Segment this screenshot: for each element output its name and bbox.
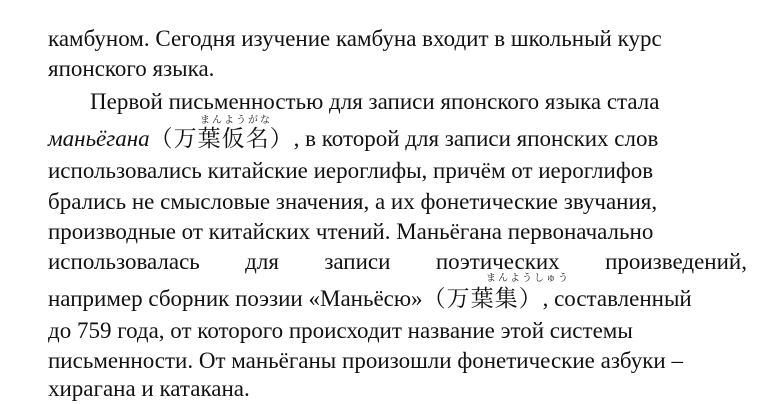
text-line-8: [48, 247, 747, 277]
ruby-manyoshu: まんようしゅう: [486, 273, 570, 284]
text-line-4: [48, 124, 747, 154]
term-manyogana: маньёгана: [48, 126, 150, 151]
line-text: хирагана и катакана.: [48, 376, 250, 401]
word: произведений,: [605, 249, 747, 274]
text-line-12: [48, 374, 747, 404]
text-line-10: [48, 316, 747, 346]
text-line-6: [48, 187, 747, 217]
text-line-11: [48, 346, 747, 376]
line-text: письменности. От маньёганы произошли фонетические азбуки –: [48, 348, 683, 373]
text-line-5: [48, 156, 747, 186]
line-text: например сборник поэзии «Маньёсю»: [48, 286, 423, 311]
word: записи: [324, 249, 391, 274]
paragraph-first-line: [90, 87, 747, 117]
text-line-1: [48, 24, 747, 54]
text-line-9: [48, 284, 747, 314]
word: для: [245, 249, 279, 274]
word: использовалась: [48, 249, 200, 274]
line-text: Первой письменностью для записи японского языка стала: [90, 89, 660, 114]
ruby-manyogana: まんようがな: [200, 115, 272, 126]
line-text: использовались китайские иероглифы, причём от иероглифов: [48, 158, 654, 183]
line-text: брались не смысловые значения, а их фонетические звучания,: [48, 189, 658, 214]
line-text: , в которой для записи японских слов: [293, 126, 659, 151]
kanji-manyogana: （万葉仮名）: [149, 126, 294, 151]
line-text: производные от китайских чтений. Маньёгана первоначально: [48, 219, 654, 244]
kanji-manyoshu: （万葉集）: [422, 286, 543, 311]
text-line-2: [48, 54, 747, 84]
word: поэтических: [435, 249, 560, 274]
line-text: до 759 года, от которого происходит название этой системы: [48, 318, 633, 343]
line-text: , составленный: [542, 286, 692, 311]
line-text: камбуном. Сегодня изучение камбуна входит в школьный курс: [48, 26, 662, 51]
line-text: японского языка.: [48, 56, 215, 81]
text-line-7: [48, 217, 747, 247]
